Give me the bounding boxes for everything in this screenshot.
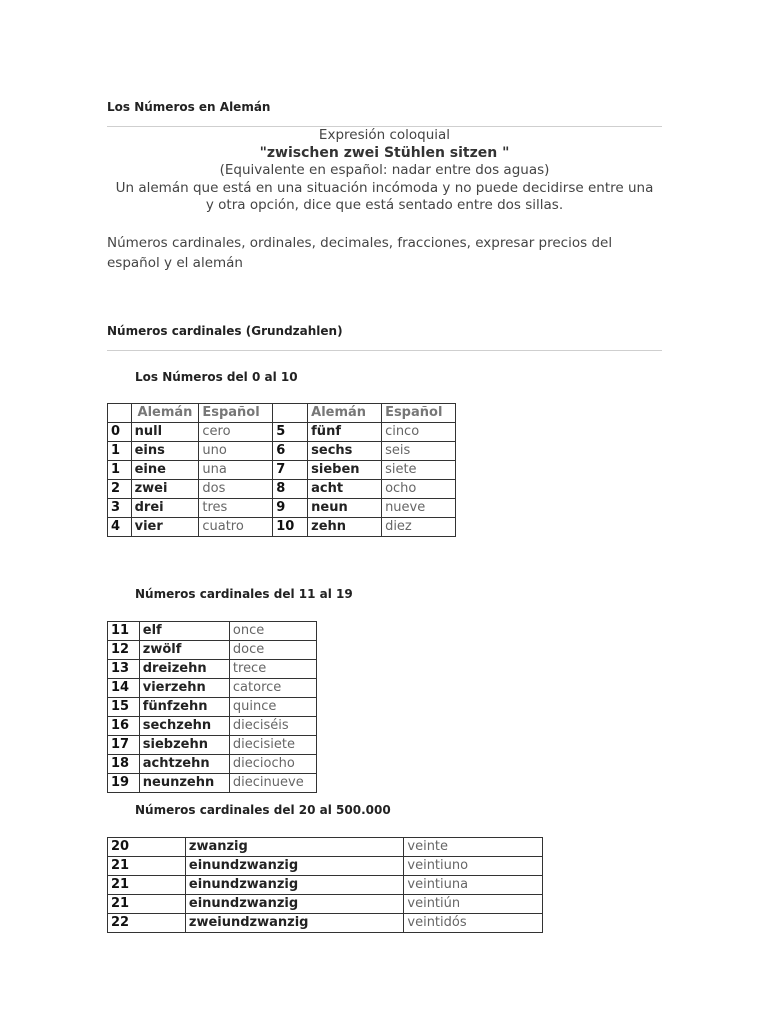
spanish-cell: una [199, 461, 273, 480]
spanish-cell: dieciocho [229, 755, 316, 774]
spanish-cell: dieciséis [229, 717, 316, 736]
number-cell: 1 [108, 442, 132, 461]
table-row [108, 857, 543, 876]
header-num [108, 404, 132, 423]
german-cell: neun [308, 499, 382, 518]
german-cell: sechzehn [139, 717, 229, 736]
number-cell: 20 [108, 838, 186, 857]
numbers-20-500000-table [107, 837, 543, 933]
table-row [108, 774, 317, 793]
table-row [108, 480, 456, 499]
german-cell: vierzehn [139, 679, 229, 698]
spanish-cell: cinco [382, 423, 456, 442]
number-cell: 8 [273, 480, 308, 499]
german-cell: acht [308, 480, 382, 499]
table-row [108, 660, 317, 679]
table-header-row [108, 404, 456, 423]
spanish-cell: tres [199, 499, 273, 518]
table-row [108, 518, 456, 537]
german-cell: dreizehn [139, 660, 229, 679]
number-cell: 22 [108, 914, 186, 933]
spanish-cell: diez [382, 518, 456, 537]
spanish-cell: cero [199, 423, 273, 442]
number-cell: 18 [108, 755, 140, 774]
spanish-cell: ocho [382, 480, 456, 499]
section-heading-cardinales: Números cardinales (Grundzahlen) [107, 324, 343, 338]
spanish-cell: seis [382, 442, 456, 461]
table-row [108, 838, 543, 857]
table-row [108, 679, 317, 698]
expresion-equivalent: (Equivalente en español: nadar entre dos aguas) [219, 162, 550, 178]
spanish-cell: veintiuno [404, 857, 543, 876]
spanish-cell: diecinueve [229, 774, 316, 793]
table-row [108, 717, 317, 736]
table-row [108, 461, 456, 480]
expresion-explanation-1: Un alemán que está en una situación incómoda y no puede decidirse entre una [115, 179, 654, 196]
number-cell: 12 [108, 641, 140, 660]
spanish-cell: cuatro [199, 518, 273, 537]
german-cell: einundzwanzig [185, 876, 404, 895]
number-cell: 16 [108, 717, 140, 736]
page-title: Los Números en Alemán [107, 100, 271, 114]
number-cell: 21 [108, 876, 186, 895]
german-cell: sechs [308, 442, 382, 461]
german-cell: eine [131, 461, 199, 480]
german-cell: vier [131, 518, 199, 537]
table-row [108, 698, 317, 717]
header-aleman: Alemán [131, 404, 199, 423]
spanish-cell: veintidós [404, 914, 543, 933]
spanish-cell: quince [229, 698, 316, 717]
spanish-cell: nueve [382, 499, 456, 518]
spanish-cell: catorce [229, 679, 316, 698]
table-row [108, 641, 317, 660]
table-row [108, 755, 317, 774]
german-cell: zweiundzwanzig [185, 914, 404, 933]
german-cell: sieben [308, 461, 382, 480]
intro-paragraph: Números cardinales, ordinales, decimales, fracciones, expresar precios del español y el alemán [107, 235, 613, 271]
number-cell: 2 [108, 480, 132, 499]
spanish-cell: dos [199, 480, 273, 499]
number-cell: 19 [108, 774, 140, 793]
number-cell: 1 [108, 461, 132, 480]
number-cell: 6 [273, 442, 308, 461]
spanish-cell: trece [229, 660, 316, 679]
table3-heading: Números cardinales del 20 al 500.000 [135, 803, 391, 817]
number-cell: 10 [273, 518, 308, 537]
german-cell: achtzehn [139, 755, 229, 774]
spanish-cell: doce [229, 641, 316, 660]
header-espanol: Español [199, 404, 273, 423]
number-cell: 21 [108, 895, 186, 914]
german-cell: null [131, 423, 199, 442]
table-row [108, 423, 456, 442]
numbers-11-19-table [107, 621, 317, 793]
german-cell: fünf [308, 423, 382, 442]
spanish-cell: diecisiete [229, 736, 316, 755]
german-cell: zehn [308, 518, 382, 537]
table-row [108, 876, 543, 895]
divider [107, 350, 662, 351]
header-aleman: Alemán [308, 404, 382, 423]
table-row [108, 499, 456, 518]
header-espanol: Español [382, 404, 456, 423]
header-num [273, 404, 308, 423]
numbers-0-10-table [107, 403, 456, 537]
german-cell: einundzwanzig [185, 895, 404, 914]
table2-heading: Números cardinales del 11 al 19 [135, 587, 353, 601]
number-cell: 13 [108, 660, 140, 679]
number-cell: 0 [108, 423, 132, 442]
german-cell: siebzehn [139, 736, 229, 755]
expresion-label: Expresión coloquial [318, 127, 451, 143]
number-cell: 4 [108, 518, 132, 537]
number-cell: 3 [108, 499, 132, 518]
number-cell: 7 [273, 461, 308, 480]
number-cell: 14 [108, 679, 140, 698]
expresion-explanation-2: y otra opción, dice que está sentado entre dos sillas. [205, 197, 564, 213]
spanish-cell: veintiuna [404, 876, 543, 895]
german-cell: eins [131, 442, 199, 461]
german-cell: elf [139, 622, 229, 641]
number-cell: 11 [108, 622, 140, 641]
number-cell: 9 [273, 499, 308, 518]
german-cell: zwölf [139, 641, 229, 660]
table-row [108, 914, 543, 933]
table-row [108, 442, 456, 461]
spanish-cell: once [229, 622, 316, 641]
table-row [108, 736, 317, 755]
german-cell: drei [131, 499, 199, 518]
spanish-cell: veinte [404, 838, 543, 857]
german-cell: zwanzig [185, 838, 404, 857]
spanish-cell: siete [382, 461, 456, 480]
number-cell: 17 [108, 736, 140, 755]
number-cell: 21 [108, 857, 186, 876]
german-cell: neunzehn [139, 774, 229, 793]
expresion-block [107, 127, 662, 215]
number-cell: 15 [108, 698, 140, 717]
spanish-cell: veintiún [404, 895, 543, 914]
german-cell: zwei [131, 480, 199, 499]
table-row [108, 895, 543, 914]
table1-heading: Los Números del 0 al 10 [135, 370, 298, 384]
german-cell: fünfzehn [139, 698, 229, 717]
expresion-phrase: "zwischen zwei Stühlen sitzen " [259, 144, 510, 161]
german-cell: einundzwanzig [185, 857, 404, 876]
number-cell: 5 [273, 423, 308, 442]
spanish-cell: uno [199, 442, 273, 461]
table-row [108, 622, 317, 641]
